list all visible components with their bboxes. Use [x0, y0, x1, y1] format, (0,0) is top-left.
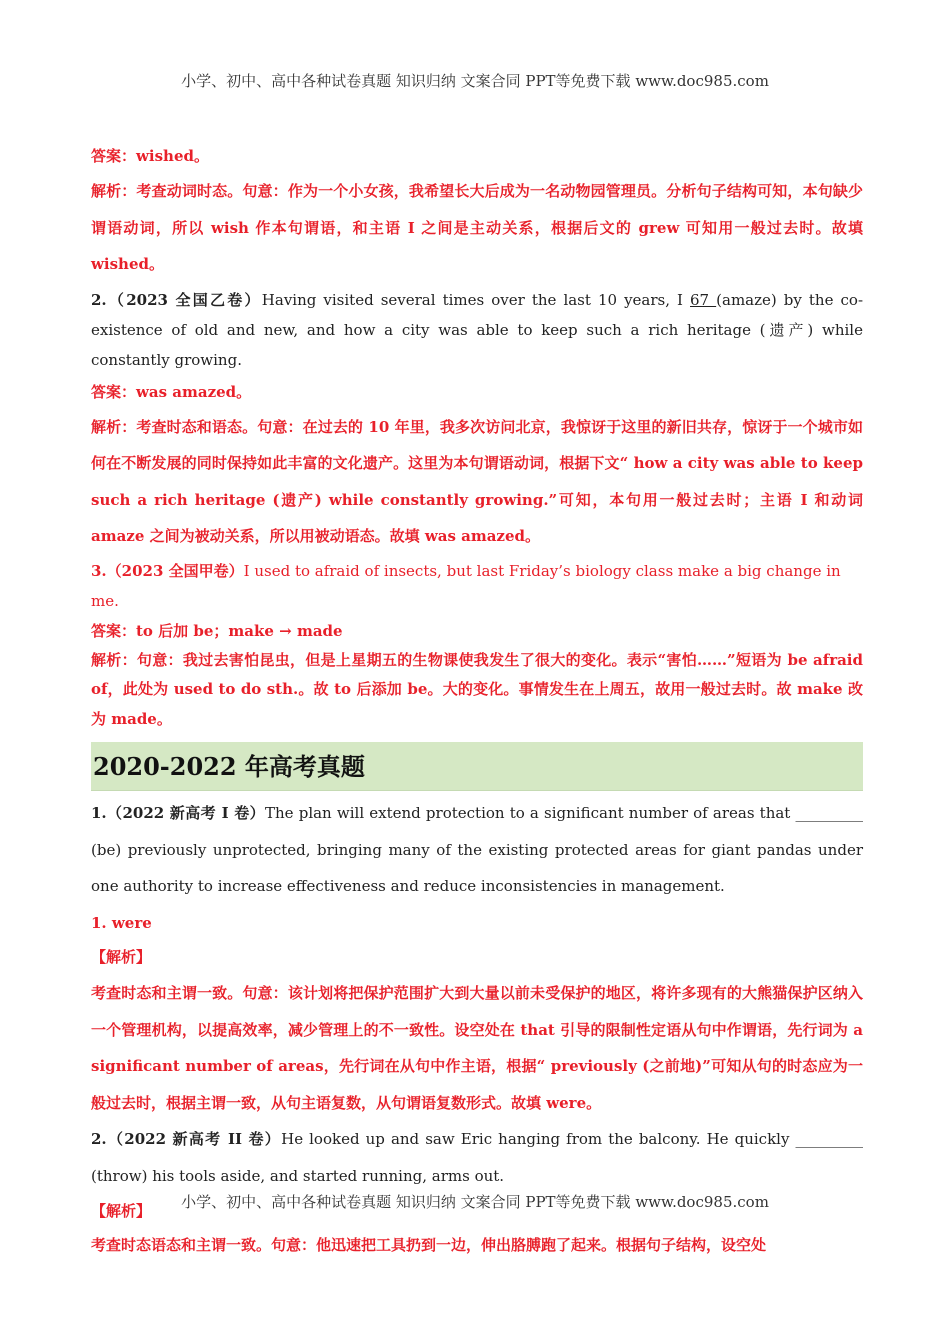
- question-2023-yi: [91, 285, 863, 375]
- question-text-before: The plan will extend protection to a significant number of areas that: [265, 804, 796, 822]
- question-tag: 3.（2023 全国甲卷）: [91, 561, 244, 580]
- analysis-5: 考查时态语态和主谓一致。句意：他迅速把工具扔到一边，伸出胳膊跑了起来。根据句子结构，设空处: [91, 1236, 767, 1254]
- answer-4: 1. were: [91, 913, 152, 932]
- section-title: 2020-2022 年高考真题: [91, 742, 863, 791]
- page-footer: 小学、初中、高中各种试卷真题 知识归纳 文案合同 PPT等免费下载 www.doc985.com: [181, 1193, 769, 1211]
- analysis-3: 解析：句意：我过去害怕昆虫，但是上星期五的生物课使我发生了很大的变化。表示“害怕……”短语为 be afraid of，此处为 used to do sth.。故 to 后添加 be。大的变化。事情发生在上周五，故用一般过去时。故 make 改为 made。: [91, 650, 863, 728]
- analysis-label-5: 【解析】: [91, 1202, 152, 1220]
- analysis-label-4: 【解析】: [91, 948, 152, 966]
- question-blank: _________: [795, 804, 863, 822]
- document-body: [91, 143, 863, 1262]
- question-text-before: He looked up and saw Eric hanging from the balcony. He quickly: [281, 1130, 796, 1148]
- question-tag: 2.（2022 新高考 II 卷）: [91, 1130, 282, 1148]
- question-text-after: (amaze) by the co-existence of old and new, and how a city was able to keep such a rich heritage (遗产) while constantly growing.: [91, 290, 864, 369]
- question-text-after: (throw) his tools aside, and started running, arms out.: [91, 1166, 505, 1185]
- question-tag: 1.（2022 新高考 I 卷）: [91, 804, 266, 822]
- analysis-2: 解析：考查时态和语态。句意：在过去的 10 年里，我多次访问北京，我惊讶于这里的新旧共存，惊讶于一个城市如何在不断发展的同时保持如此丰富的文化遗产。这里为本句谓语动词，根据下文“ how a city was able to keep such a rich heritage (遗产) while constantly growing.”可知，本句用一般过去时；主语 I 和动词 amaze 之间为被动关系，所以用被动语态。故填 was amazed。: [91, 417, 863, 545]
- question-2022-I: [91, 795, 863, 905]
- analysis-4: 考查时态和主谓一致。句意：该计划将把保护范围扩大到大量以前未受保护的地区，将许多现有的大熊猫保护区纳入一个管理机构，以提高效率，减少管理上的不一致性。设空处在 that 引导的限制性定语从句中作谓语，先行词为 a significant number of areas，先行词在从句中作主语，根据“ previously (之前地)”可知从句的时态应为一般过去时，根据主谓一致，从句主语复数，从句谓语复数形式。故填 were。: [91, 984, 863, 1112]
- page-header: 小学、初中、高中各种试卷真题 知识归纳 文案合同 PPT等免费下载 www.doc985.com: [181, 72, 769, 90]
- question-blank: _________: [795, 1130, 863, 1148]
- analysis-1: 解析：考查动词时态。句意：作为一个小女孩，我希望长大后成为一名动物园管理员。分析句子结构可知，本句缺少谓语动词，所以 wish 作本句谓语，和主语 I 之间是主动关系，根据后文的 grew 可知用一般过去时。故填 wished。: [91, 182, 863, 273]
- question-text-after: (be) previously unprotected, bringing many of the existing protected areas for giant pandas under one authority to increase effectiveness and reduce inconsistencies in management.: [91, 840, 863, 895]
- question-tag: 2.（2023 全国乙卷）: [91, 290, 262, 309]
- answer-3: 答案：to 后加 be；make → made: [91, 621, 343, 640]
- question-2023-jia: [91, 556, 863, 616]
- question-text: I used to afraid of insects, but last Friday’s biology class make a big change in me.: [91, 561, 841, 610]
- question-blank: 67: [690, 290, 717, 309]
- answer-2: 答案：was amazed。: [91, 382, 252, 401]
- question-text-before: Having visited several times over the last 10 years, I: [261, 290, 691, 309]
- answer-1: 答案：wished。: [91, 147, 209, 165]
- question-2022-II: [91, 1121, 863, 1194]
